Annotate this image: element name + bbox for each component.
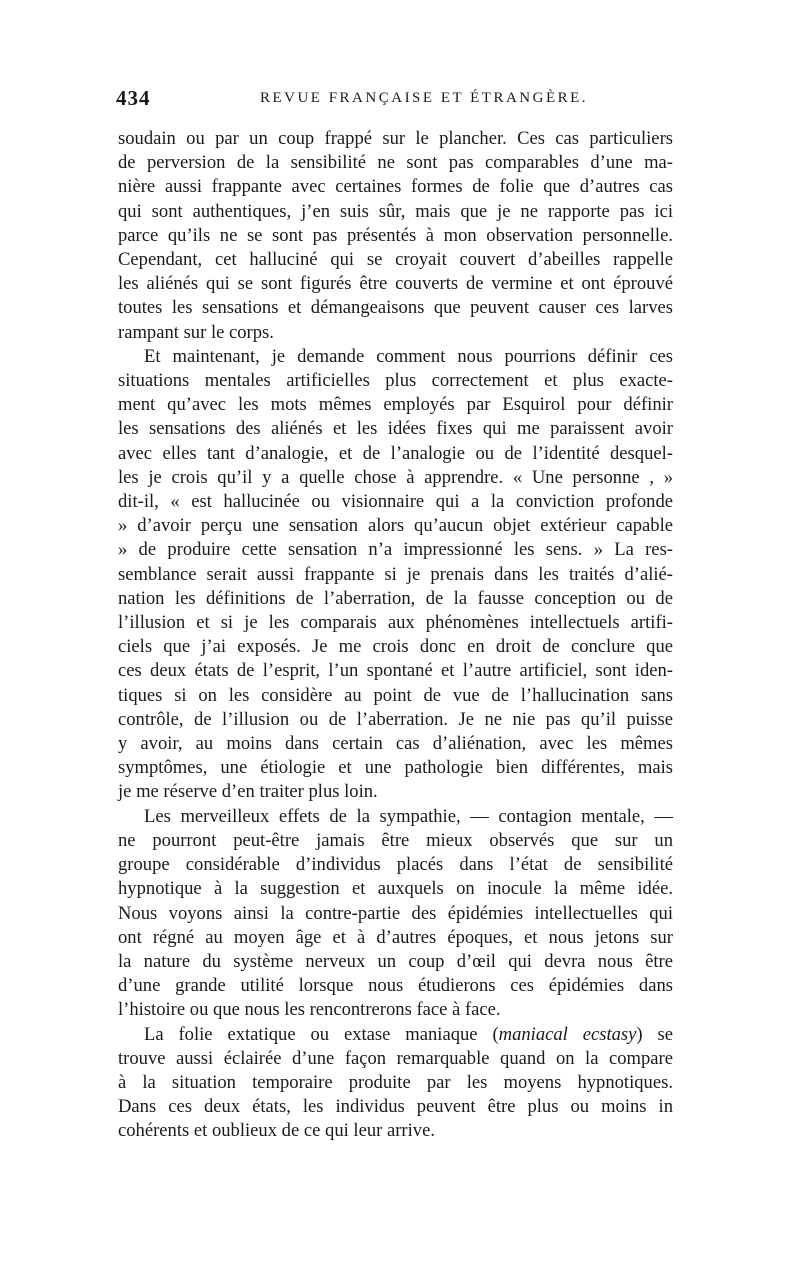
text-line: Dans ces deux états, les individus peuvent être plus ou moins in — [118, 1096, 673, 1118]
text-line: semblance serait aussi frappante si je prenais dans les traités d’alié- — [118, 563, 673, 585]
text-line: avec elles tant d’analogie, et de l’analogie ou de l’identité desquel- — [118, 442, 673, 464]
text-line: rampant sur le corps. — [118, 321, 274, 343]
text-segment: La folie extatique ou extase maniaque ( — [144, 1023, 499, 1045]
running-head: REVUE FRANÇAISE ET ÉTRANGÈRE. — [259, 90, 589, 106]
text-line: toutes les sensations et démangeaisons que peuvent causer ces larves — [118, 297, 673, 319]
text-line: l’histoire ou que nous les rencontrerons face à face. — [118, 999, 501, 1021]
text-segment: ) se — [636, 1023, 673, 1045]
text-line: groupe considérable d’individus placés dans l’état de sensibilité — [118, 854, 673, 876]
text-line: cohérents et oublieux de ce qui leur arrive. — [118, 1120, 435, 1142]
italic-term: maniacal ecstasy — [498, 1023, 637, 1045]
text-line: Et maintenant, je demande comment nous pourrions définir ces — [144, 345, 673, 367]
text-line: les sensations des aliénés et les idées fixes qui me paraissent avoir — [118, 418, 673, 440]
text-line: soudain ou par un coup frappé sur le plancher. Ces cas particuliers — [118, 128, 673, 149]
text-line: parce qu’ils ne se sont pas présentés à mon observation personnelle. — [118, 224, 673, 246]
body-text — [118, 127, 673, 1144]
text-line: » d’avoir perçu une sensation alors qu’aucun objet extérieur capable — [118, 515, 673, 537]
text-line: ces deux états de l’esprit, l’un spontané et l’autre artificiel, sont iden- — [118, 660, 673, 682]
text-line: ment qu’avec les mots mêmes employés par Esquirol pour définir — [118, 394, 673, 416]
text-line: les aliénés qui se sont figurés être couverts de vermine et ont éprouvé — [118, 273, 673, 295]
text-line: ont régné au moyen âge et à d’autres époques, et nous jetons sur — [118, 926, 673, 948]
text-line: ciels que j’ai exposés. Je me crois donc en droit de conclure que — [118, 636, 673, 658]
text-line: Les merveilleux effets de la sympathie, — contagion mentale, — — [144, 805, 673, 827]
page-number: 434 — [116, 86, 151, 110]
text-line: situations mentales artificielles plus correctement et plus exacte- — [118, 370, 673, 392]
text-line: les je crois qu’il y a quelle chose à apprendre. « Une personne , » — [118, 466, 673, 488]
text-line: ne pourront peut-être jamais être mieux observés que sur un — [118, 829, 673, 851]
text-line: nière aussi frappante avec certaines formes de folie que d’autres cas — [118, 176, 673, 198]
text-line: tiques si on les considère au point de vue de l’hallucination sans — [118, 684, 673, 706]
text-line — [118, 1023, 673, 1047]
text-line: d’une grande utilité lorsque nous étudierons ces épidémies dans — [118, 975, 673, 997]
text-line: de perversion de la sensibilité ne sont pas comparables d’une ma- — [118, 152, 673, 174]
text-line: Cependant, cet halluciné qui se croyait couvert d’abeilles rappelle — [118, 249, 673, 271]
text-line: nation les définitions de l’aberration, de la fausse conception ou de — [118, 587, 673, 609]
text-line: Nous voyons ainsi la contre-partie des épidémies intellectuelles qui — [118, 902, 673, 924]
text-line: symptômes, une étiologie et une pathologie bien différentes, mais — [118, 757, 673, 779]
text-line: contrôle, de l’illusion ou de l’aberration. Je ne nie pas qu’il puisse — [118, 708, 673, 730]
text-line: » de produire cette sensation n’a impressionné les sens. » La res- — [118, 539, 673, 561]
page-header — [116, 86, 672, 116]
text-line: l’illusion et si je les comparais aux phénomènes intellectuels artifi- — [118, 612, 673, 634]
text-line: hypnotique à la suggestion et auxquels on inocule la même idée. — [118, 878, 673, 900]
text-line: y avoir, au moins dans certain cas d’aliénation, avec les mêmes — [118, 733, 673, 755]
text-line: trouve aussi éclairée d’une façon remarquable quand on la compare — [118, 1047, 673, 1069]
text-line: je me réserve d’en traiter plus loin. — [118, 781, 378, 803]
text-line: qui sont authentiques, j’en suis sûr, mais que je ne rapporte pas ici — [118, 200, 673, 222]
text-line: la nature du système nerveux un coup d’œil qui devra nous être — [118, 950, 673, 972]
text-line: dit-il, « est hallucinée ou visionnaire qui a la conviction profonde — [118, 491, 673, 513]
text-line: à la situation temporaire produite par les moyens hypnotiques. — [118, 1071, 673, 1093]
